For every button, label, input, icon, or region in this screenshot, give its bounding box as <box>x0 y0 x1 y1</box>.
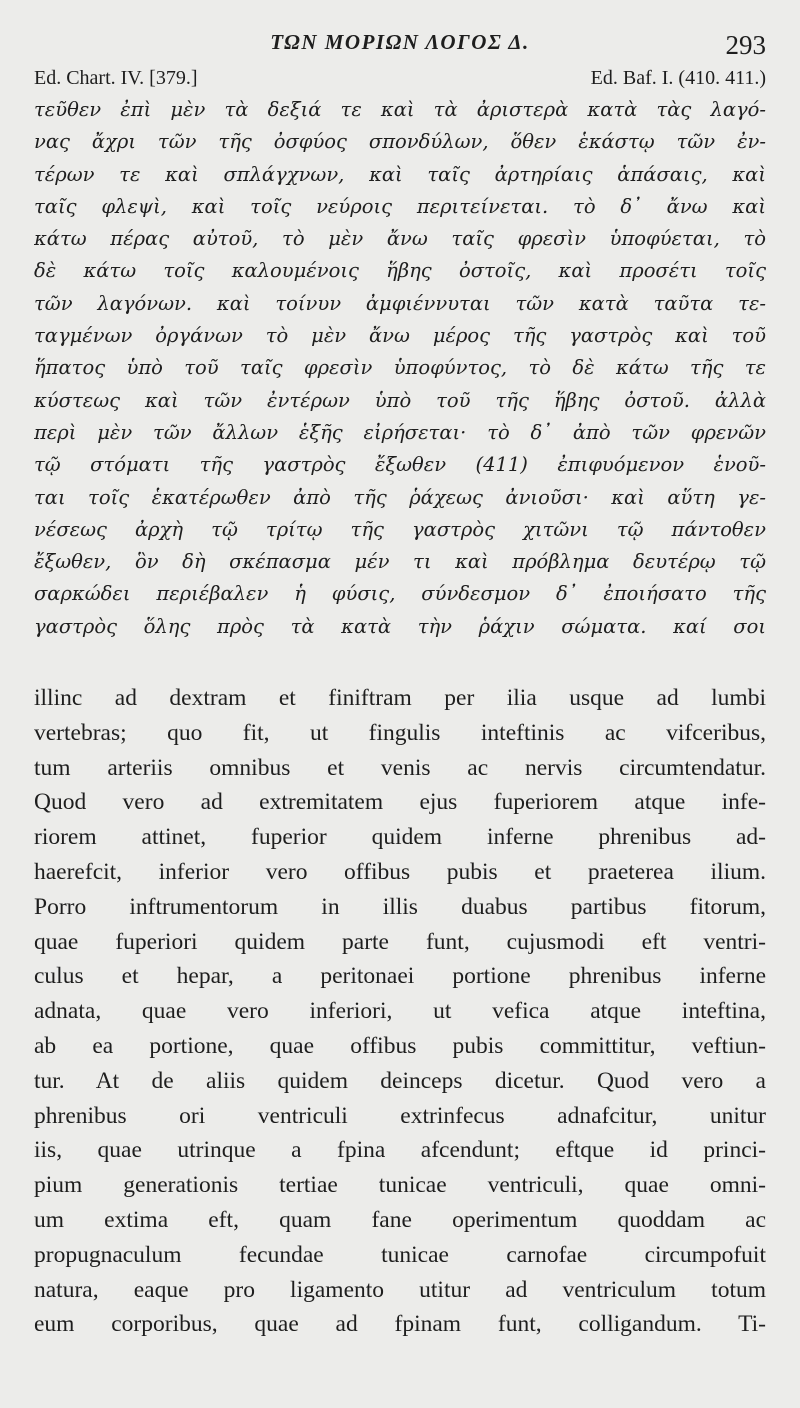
running-head <box>34 0 766 62</box>
greek-text-line: γαστρὸς ὅλης πρὸς τὰ κατὰ τὴν ῥάχιν σώματα. καί σοι <box>34 614 766 638</box>
greek-text-line: κύστεως καὶ τῶν ἐντέρων ὑπὸ τοῦ τῆς ἥβης ὀστοῦ. ἀλλὰ <box>34 388 766 412</box>
running-title: ΤΩΝ ΜΟΡΙΩΝ ΛΟΓΟΣ Δ. <box>270 30 530 54</box>
greek-text-line: τῶν λαγόνων. καὶ τοίνυν ἀμφιέννυται τῶν κατὰ ταῦτα τε- <box>34 291 766 315</box>
latin-text-line: pium generationis tertiae tunicae ventriculi, quae omni- <box>34 1172 766 1199</box>
latin-text-line: adnata, quae vero inferiori, ut vefica atque inteftina, <box>34 998 766 1025</box>
greek-text-line: τεῦθεν ἐπὶ μὲν τὰ δεξιά τε καὶ τὰ ἀριστερὰ κατὰ τὰς λαγό- <box>34 98 766 121</box>
greek-text-line: τέρων τε καὶ σπλάγχνων, καὶ ταῖς ἀρτηρίαις ἁπάσαις, καὶ <box>34 162 766 186</box>
page-number: 293 <box>725 30 766 60</box>
latin-text-line: natura, eaque pro ligamento utitur ad ventriculum totum <box>34 1276 766 1303</box>
greek-text-line: ἔξωθεν, ὃν δὴ σκέπασμα μέν τι καὶ πρόβλημα δευτέρῳ τῷ <box>34 550 766 574</box>
latin-text-line: eum corporibus, quae ad fpinam funt, colligandum. Ti- <box>34 1311 766 1338</box>
latin-text-line: um extima eft, quam fane operimentum quoddam ac <box>34 1207 766 1233</box>
greek-text-line: κάτω πέρας αὐτοῦ, τὸ μὲν ἄνω ταῖς φρεσὶν ὑποφύεται, τὸ <box>34 227 766 251</box>
latin-text-line: Quod vero ad extremitatem ejus fuperiorem atque infe- <box>34 789 766 816</box>
latin-text-line: ab ea portione, quae offibus pubis committitur, veftiun- <box>34 1033 766 1060</box>
greek-text-line: ται τοῖς ἑκατέρωθεν ἀπὸ τῆς ῥάχεως ἀνιοῦσι· καὶ αὕτη γε- <box>34 485 766 509</box>
latin-text-line: vertebras; quo fit, ut fingulis inteftinis ac vifceribus, <box>34 719 766 746</box>
latin-text-line: culus et hepar, a peritonaei portione phrenibus inferne <box>34 963 766 990</box>
greek-text-line: ταῖς φλεψὶ, καὶ τοῖς νεύροις περιτείνεται. τὸ δ᾽ ἄνω καὶ <box>34 194 766 218</box>
greek-text-line: νέσεως ἀρχὴ τῷ τρίτῳ τῆς γαστρὸς χιτῶνι τῷ πάντοθεν <box>34 517 766 541</box>
latin-text-line: iis, quae utrinque a fpina afcendunt; eftque id princi- <box>34 1137 766 1164</box>
edition-references <box>34 62 766 94</box>
latin-text-line: Porro inftrumentorum in illis duabus partibus fitorum, <box>34 893 766 920</box>
greek-text-line: ἥπατος ὑπὸ τοῦ ταῖς φρεσὶν ὑποφύντος, τὸ δὲ κάτω τῆς τε <box>34 356 766 380</box>
greek-text-line: περὶ μὲν τῶν ἄλλων ἑξῆς εἰρήσεται· τὸ δ᾽ ἀπὸ τῶν φρενῶν <box>34 420 766 444</box>
latin-text-line: haerefcit, inferior vero offibus pubis et praeterea ilium. <box>34 859 766 886</box>
greek-text-line: τῷ στόματι τῆς γαστρὸς ἔξωθεν (411) ἐπιφυόμενον ἑνοῦ- <box>34 453 766 477</box>
latin-text-line: illinc ad dextram et finiftram per ilia usque ad lumbi <box>34 685 766 712</box>
latin-text-line: riorem attinet, fuperior quidem inferne phrenibus ad- <box>34 824 766 851</box>
greek-text-line: δὲ κάτω τοῖς καλουμένοις ἥβης ὀστοῖς, καὶ προσέτι τοῖς <box>34 259 766 283</box>
greek-text-line: ταγμένων ὀργάνων τὸ μὲν ἄνω μέρος τῆς γαστρὸς καὶ τοῦ <box>34 324 766 348</box>
greek-text-line: νας ἄχρι τῶν τῆς ὀσφύος σπονδύλων, ὅθεν ἑκάστῳ τῶν ἐν- <box>34 130 766 154</box>
latin-text-line: quae fuperiori quidem parte funt, cujusmodi eft ventri- <box>34 928 766 955</box>
latin-text-block <box>34 681 766 1342</box>
edition-right: Ed. Baf. I. (410. 411.) <box>590 67 766 89</box>
latin-text-line: tum arteriis omnibus et venis ac nervis circumtendatur. <box>34 754 766 781</box>
section-gap <box>34 643 766 681</box>
greek-text-line: σαρκώδει περιέβαλεν ἡ φύσις, σύνδεσμον δ᾽ ἐποιήσατο τῆς <box>34 582 766 606</box>
latin-text-line: phrenibus ori ventriculi extrinfecus adnafcitur, unitur <box>34 1102 766 1129</box>
latin-text-line: tur. At de aliis quidem deinceps dicetur. Quod vero a <box>34 1067 766 1094</box>
greek-text-block <box>34 94 766 643</box>
edition-left: Ed. Chart. IV. [379.] <box>34 67 198 89</box>
latin-text-line: propugnaculum fecundae tunicae carnofae circumpofuit <box>34 1241 766 1268</box>
